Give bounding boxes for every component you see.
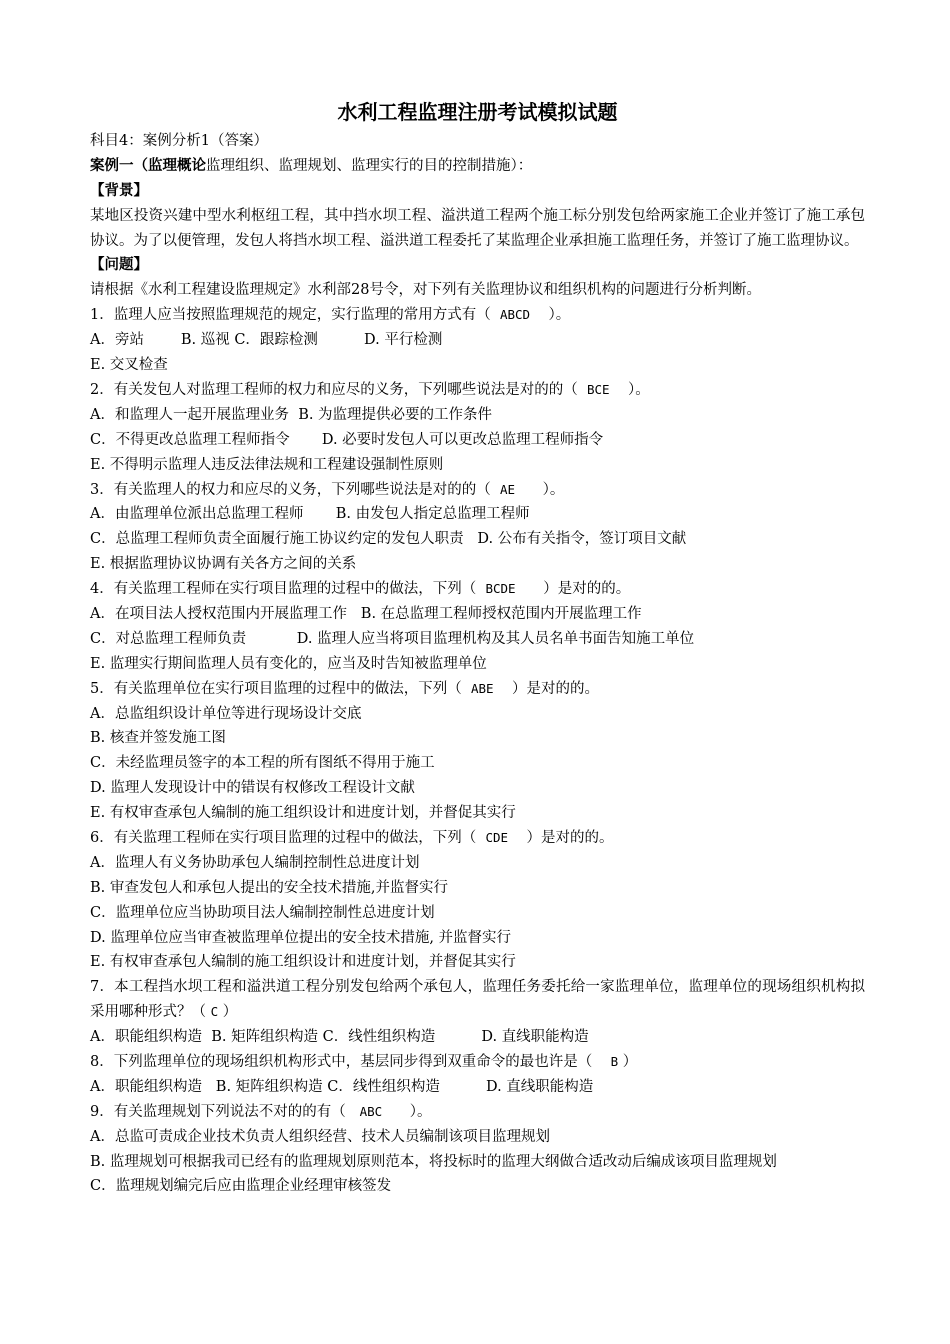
question-option: E. 交叉检查: [90, 357, 168, 374]
exam-page: [90, 95, 865, 1199]
case-heading-rest: 监理组织、监理规划、监理实行的目的控制措施）：: [206, 157, 533, 174]
question-stem: [90, 303, 865, 328]
question-option: A．和监理人一起开展监理业务 B. 为监理提供必要的工作条件: [90, 406, 493, 423]
question-stem-close: ）。: [382, 1103, 432, 1120]
question-stem: [90, 1050, 865, 1075]
question-answer: ABCD: [499, 307, 531, 323]
question-option: E. 有权审查承包人编制的施工组织设计和进度计划，并督促其实行: [90, 954, 516, 971]
question-label: 【问题】: [90, 256, 148, 274]
background-text: 某地区投资兴建中型水利枢纽工程，其中挡水坝工程、溢洪道工程两个施工标分别发包给两家施工企业并签订了施工承包协议。为了以便管理，发包人将挡水坝工程、溢洪道工程委托了某监理企业承担施工监理任务，并签订了施工监理协议。: [90, 207, 865, 249]
question-stem: [90, 378, 865, 403]
question-stem-text: 8．下列监理单位的现场组织机构形式中，基层同步得到双重命令的最也许是（: [90, 1054, 611, 1071]
question-stem: [90, 975, 865, 1025]
question-option: A．总监组织设计单位等进行现场设计交底: [90, 705, 362, 722]
question-option: A．职能组织构造 B. 矩阵组织构造 C．线性组织构造 D. 直线职能构造: [90, 1078, 594, 1095]
question-option: E. 根据监理协议协调有关各方之间的关系: [90, 556, 357, 573]
question-option: A．由监理单位派出总监理工程师 B. 由发包人指定总监理工程师: [90, 506, 530, 523]
question-option: A．总监可责成企业技术负责人组织经营、技术人员编制该项目监理规划: [90, 1128, 550, 1145]
question-stem-close: ）: [218, 1004, 238, 1021]
question-stem: [90, 826, 865, 851]
question-option: B. 核查并签发施工图: [90, 730, 226, 747]
question-option: A．职能组织构造 B. 矩阵组织构造 C．线性组织构造 D. 直线职能构造: [90, 1029, 589, 1046]
document-title: 水利工程监理注册考试模拟试题: [337, 100, 618, 124]
question-option: C．未经监理员签字的本工程的所有图纸不得用于施工: [90, 755, 435, 772]
question-stem-text: 9．有关监理规划下列说法不对的的有（: [90, 1103, 360, 1120]
question-stem: [90, 577, 865, 602]
question-option: B. 审查发包人和承包人提出的安全技术措施,并监督实行: [90, 879, 448, 896]
question-stem-text: 6．有关监理工程师在实行项目监理的过程中的做法，下列（: [90, 829, 486, 846]
question-answer: ABC: [359, 1103, 383, 1119]
question-intro: 请根据《水利工程建设监理规定》水利部28号令，对下列有关监理协议和组织机构的问题进行分析判断。: [90, 282, 761, 299]
case-heading-topic: 监理概论: [148, 156, 206, 174]
question-stem-close: ）。: [515, 481, 565, 498]
question-option: C．监理规划编完后应由监理企业经理审核签发: [90, 1178, 392, 1195]
question-stem-text: 3．有关监理人的权力和应尽的义务，下列哪些说法是对的的（: [90, 481, 500, 498]
question-stem: [90, 677, 865, 702]
question-answer: BCE: [586, 381, 610, 397]
question-option: E. 监理实行期间监理人员有变化的，应当及时告知被监理单位: [90, 655, 487, 672]
question-list: [90, 303, 865, 1199]
question-answer: AE: [499, 481, 516, 497]
question-stem-close: ）。: [609, 381, 650, 398]
question-option: E. 不得明示监理人违反法律法规和工程建设强制性原则: [90, 456, 444, 473]
question-option: C．监理单位应当协助项目法人编制控制性总进度计划: [90, 904, 435, 921]
question-stem-close: ）: [618, 1054, 638, 1071]
question-option: C．对总监理工程师负责 D. 监理人应当将项目监理机构及其人员名单书面告知施工单位: [90, 630, 695, 647]
question-answer: ABE: [470, 680, 494, 696]
question-option: A．监理人有义务协助承包人编制控制性总进度计划: [90, 854, 420, 871]
question-option: E. 有权审查承包人编制的施工组织设计和进度计划，并督促其实行: [90, 805, 516, 822]
question-option: B. 监理规划可根据我司已经有的监理规划原则范本，将投标时的监理大纲做合适改动后编成该项目监理规划: [90, 1153, 777, 1170]
question-option: A．旁站 B. 巡视 C．跟踪检测 D. 平行检测: [90, 332, 443, 349]
question-option: D. 监理单位应当审查被监理单位提出的安全技术措施, 并监督实行: [90, 929, 512, 946]
question-stem-close: ）是对的的。: [508, 829, 614, 846]
question-stem-close: ）是对的的。: [493, 680, 599, 697]
question-option: D. 监理人发现设计中的错误有权修改工程设计文献: [90, 780, 415, 797]
question-stem-text: 2．有关发包人对监理工程师的权力和应尽的义务，下列哪些说法是对的的（: [90, 381, 587, 398]
question-stem: [90, 1100, 865, 1125]
question-option: C．总监理工程师负责全面履行施工协议约定的发包人职责 D. 公布有关指令，签订项目文献: [90, 531, 687, 548]
case-heading-label: 案例一（: [90, 156, 148, 174]
case-heading: [90, 154, 865, 179]
question-answer: CDE: [485, 829, 509, 845]
question-stem-close: ）。: [530, 307, 571, 324]
background-label: 【背景】: [90, 181, 148, 199]
question-stem-close: ）是对的的。: [515, 581, 631, 598]
question-stem-text: 5．有关监理单位在实行项目监理的过程中的做法，下列（: [90, 680, 471, 697]
question-stem: [90, 478, 865, 503]
question-answer: B: [610, 1054, 619, 1070]
subject-line: 科目4：案例分析1（答案）: [90, 133, 268, 149]
question-answer: BCDE: [485, 581, 516, 597]
question-option: C．不得更改总监理工程师指令 D. 必要时发包人可以更改总监理工程师指令: [90, 431, 604, 448]
question-answer: C: [210, 1004, 219, 1020]
question-stem-text: 1．监理人应当按照监理规范的规定，实行监理的常用方式有（: [90, 307, 500, 324]
question-option: A．在项目法人授权范围内开展监理工作 B. 在总监理工程师授权范围内开展监理工作: [90, 605, 642, 622]
question-stem-text: 7．本工程挡水坝工程和溢洪道工程分别发包给两个承包人，监理任务委托给一家监理单位，监理单位的现场组织机构拟采用哪种形式？（: [90, 979, 865, 1021]
question-stem-text: 4．有关监理工程师在实行项目监理的过程中的做法，下列（: [90, 581, 486, 598]
